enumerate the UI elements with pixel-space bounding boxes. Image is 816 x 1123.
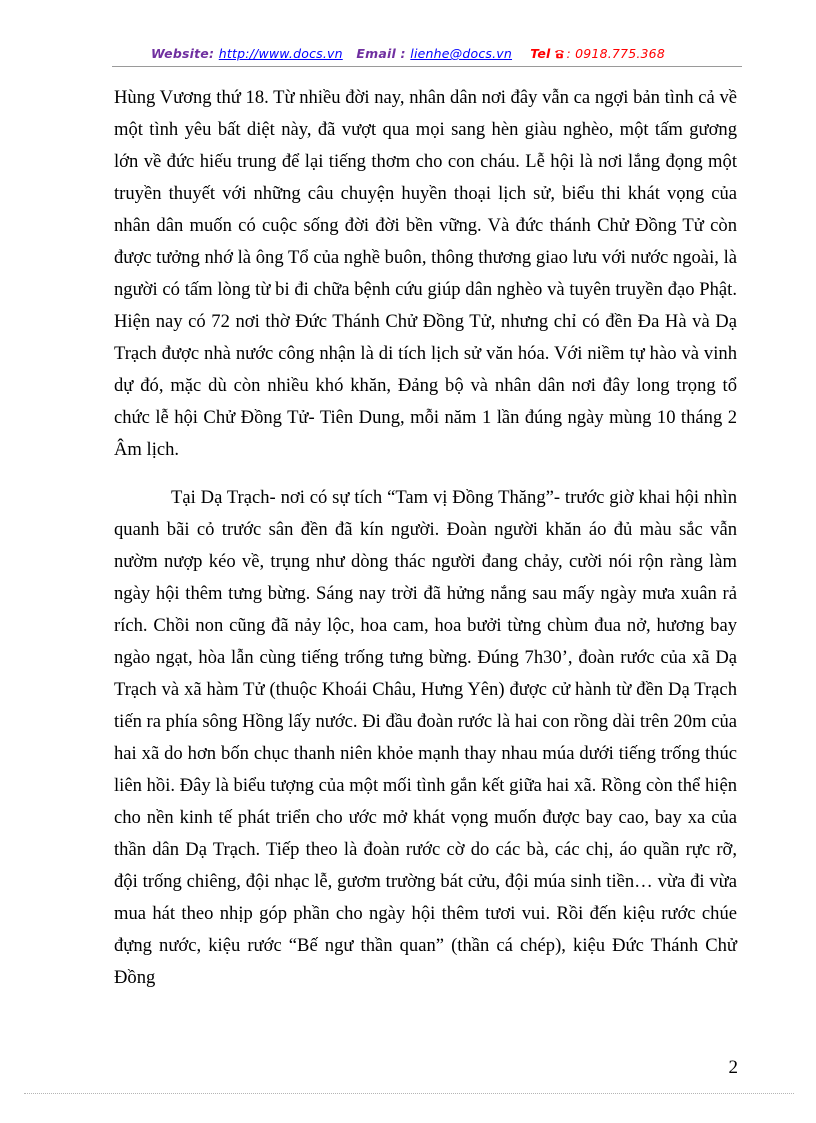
tel-label: Tel bbox=[530, 46, 551, 61]
paragraph-2: Tại Dạ Trạch- nơi có sự tích “Tam vị Đồng Thăng”- trước giờ khai hội nhìn quanh bãi cỏ trước sân đền đã kín người. Đoàn người khăn áo đủ màu sắc vẫn nườm nượp kéo về, trụng như dòng thác người đang chảy, cười nói rộn ràng làm ngày hội thêm tưng bừng. Sáng nay trời đã hửng nắng sau mấy ngày mưa xuân rả rích. Chồi non cũng đã nảy lộc, hoa cam, hoa bưởi từng chùm đua nở, hương bay ngào ngạt, hòa lẫn cùng tiếng trống tưng bừng. Đúng 7h30’, đoàn rước của xã Dạ Trạch và xã hàm Tử (thuộc Khoái Châu, Hưng Yên) được cử hành từ đền Dạ Trạch tiến ra phía sông Hồng lấy nước. Đi đầu đoàn rước là hai con rồng dài trên 20m của hai xã do hơn bốn chục thanh niên khỏe mạnh thay nhau múa dưới tiếng trống thúc liên hồi. Đây là biểu tượng của một mối tình gắn kết giữa hai xã. Rồng còn thể hiện cho nền kinh tế phát triển cho ước mở khát vọng muốn được bay cao, bay xa của thần dân Dạ Trạch. Tiếp theo là đoàn rước cờ do các bà, các chị, áo quần rực rỡ, đội trống chiêng, đội nhạc lễ, gươm trường bát cửu, đội múa sinh tiền… vừa đi vừa mua hát theo nhịp góp phần cho ngày hội thêm tươi vui. Rồi đến kiệu rước chúe đựng nước, kiệu rước “Bế ngư thần quan” (thần cá chép), kiệu Đức Thánh Chử Đồng bbox=[114, 487, 737, 988]
page-number: 2 bbox=[728, 1057, 738, 1078]
email-link[interactable]: lienhe@docs.vn bbox=[410, 46, 513, 61]
website-label: Website: bbox=[150, 46, 215, 61]
header-divider bbox=[112, 66, 742, 67]
document-body bbox=[114, 82, 737, 994]
paragraph-1: Hùng Vương thứ 18. Từ nhiều đời nay, nhân dân nơi đây vẫn ca ngợi bản tình cả về một tình yêu bất diệt này, đã vượt qua mọi sang hèn giàu nghèo, một tấm gương lớn về đức hiếu trung để lại tiếng thơm cho con cháu. Lễ hội là nơi lắng đọng một truyền thuyết với những câu chuyện huyền thoại lịch sử, biểu thi khát vọng của nhân dân muốn có cuộc sống đời đời bền vững. Và đức thánh Chử Đồng Tử còn được tưởng nhớ là ông Tổ của nghề buôn, thông thương giao lưu với nước ngoài, là người có tấm lòng từ bi đi chữa bệnh cứu giúp dân nghèo và tuyên truyền đạo Phật. Hiện nay có 72 nơi thờ Đức Thánh Chử Đồng Tử, nhưng chỉ có đền Đa Hà và Dạ Trạch được nhà nước công nhận là di tích lịch sử văn hóa. Với niềm tự hào và vinh dự đó, mặc dù còn nhiều khó khăn, Đảng bộ và nhân dân nơi đây long trọng tổ chức lễ hội Chử Đồng Tử- Tiên Dung, mỗi năm 1 lần đúng ngày mùng 10 tháng 2 Âm lịch. bbox=[114, 87, 737, 460]
phone-icon bbox=[554, 47, 565, 57]
tel-value: : 0918.775.368 bbox=[566, 46, 665, 61]
website-link[interactable]: http://www.docs.vn bbox=[218, 46, 343, 61]
page-header bbox=[0, 46, 816, 61]
email-label: Email : bbox=[356, 46, 406, 61]
page-bottom-divider bbox=[24, 1093, 794, 1094]
